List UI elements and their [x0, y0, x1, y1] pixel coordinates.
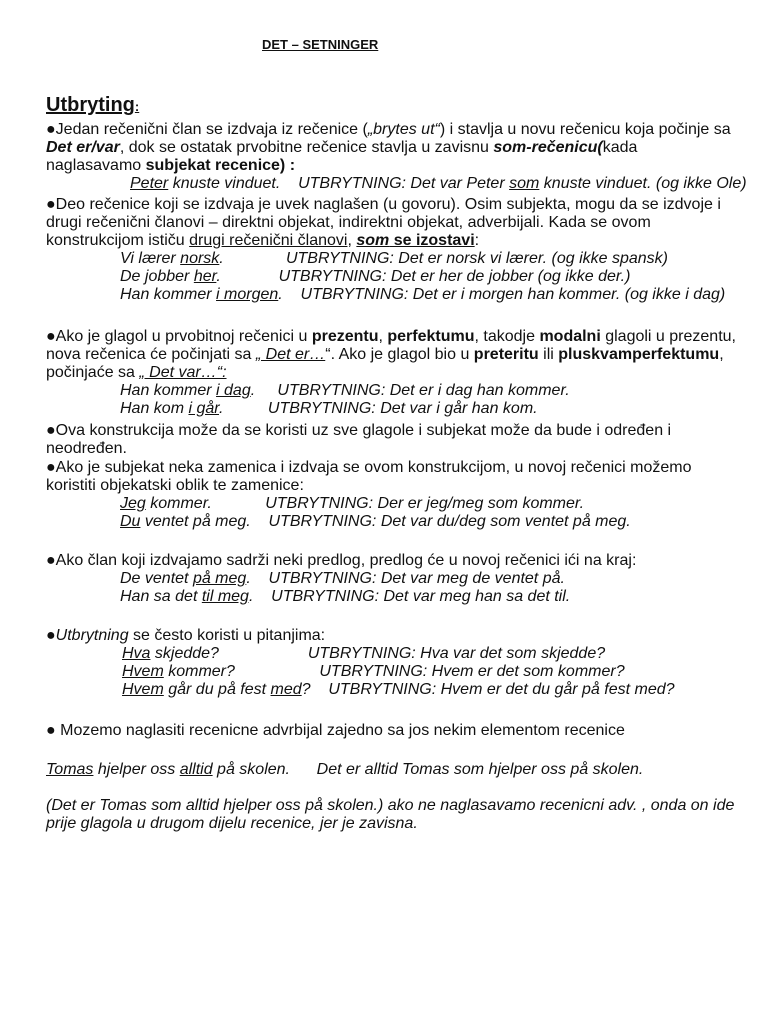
example-line: Han sa det til meg. UTBRYTNING: Det var meg han sa det til. [120, 588, 571, 605]
example-line: Han kommer i dag. UTBRYTNING: Det er i dag han kommer. [120, 382, 570, 399]
paragraph-3-text: ●Ako je glagol u prvobitnoj rečenici u prezentu, perfektumu, takodje modalni glagoli u prezentu, nova rečenica će počinjati sa „ Det er…“. Ako je glagol bio u preteritu ili pluskvamperfektumu, počinjaće sa „ Det var…“: [46, 328, 736, 381]
paragraph-5 [46, 459, 736, 531]
paragraph-9: Tomas hjelper oss alltid på skolen. Det er alltid Tomas som hjelper oss på skolen. [46, 761, 644, 778]
document-title: DET – SETNINGER [262, 37, 379, 52]
example-line: Vi lærer norsk. UTBRYTNING: Det er norsk vi lærer. (og ikke spansk) [120, 250, 668, 267]
paragraph-2 [46, 196, 736, 304]
example-line: Han kommer i morgen. UTBRYTNING: Det er i morgen han kommer. (og ikke i dag) [120, 286, 726, 303]
example-line: De ventet på meg. UTBRYTNING: Det var meg de ventet på. [120, 570, 565, 587]
example-line: Han kom i går. UTBRYTNING: Det var i går han kom. [120, 400, 538, 417]
paragraph-7-text: ●Utbrytning se često koristi u pitanjima: [46, 627, 326, 644]
example-line: Hvem går du på fest med? UTBRYTNING: Hvem er det du går på fest med? [122, 681, 675, 698]
paragraph-3 [46, 328, 736, 418]
paragraph-5-text: ●Ako je subjekat neka zamenica i izdvaja se ovom konstrukcijom, u novoj rečenici možemo koristiti objekatski oblik te zamenice: [46, 459, 692, 494]
paragraph-4: ●Ova konstrukcija može da se koristi uz sve glagole i subjekat može da bude i određen i neodređen. [46, 422, 672, 457]
paragraph-1-text: ●Jedan rečenični član se izdvaja iz rečenice („brytes ut“) i stavlja u novu rečenicu koja počinje sa Det er/var, dok se ostatak prvobitne rečenice stavlja u zavisnu som-rečenicu(kada naglasavamo subjekat recenice) : [46, 121, 731, 174]
paragraph-1 [46, 121, 747, 193]
example-line: Hva skjedde? UTBRYTNING: Hva var det som skjedde? [122, 645, 606, 662]
example-line: Hvem kommer? UTBRYTNING: Hvem er det som kommer? [122, 663, 625, 680]
example-line: Peter knuste vinduet. UTBRYTNING: Det var Peter som knuste vinduet. (og ikke Ole) [130, 175, 747, 192]
paragraph-7 [46, 627, 736, 699]
paragraph-10: (Det er Tomas som alltid hjelper oss på skolen.) ako ne naglasavamo recenicni adv. , onda on ide prije glagola u drugom dijelu recenice, jer je zavisna. [46, 797, 735, 832]
example-line: Du ventet på meg. UTBRYTNING: Det var du/deg som ventet på meg. [120, 513, 631, 530]
example-line: De jobber her. UTBRYTNING: Det er her de jobber (og ikke der.) [120, 268, 631, 285]
heading-text: Utbryting [46, 94, 135, 116]
example-line: Jeg kommer. UTBRYTNING: Der er jeg/meg som kommer. [120, 495, 585, 512]
paragraph-6 [46, 552, 736, 606]
paragraph-2-text: ●Deo rečenice koji se izdvaja je uvek naglašen (u govoru). Osim subjekta, mogu da se izdvoje i drugi rečenični članovi – direktni objekat, indirektni objekat, adverbijali. Kada se ovom konstrukcijom ističu drugi rečenični članovi, som se izostavi: [46, 196, 721, 249]
paragraph-8: ● Mozemo naglasiti recenicne advrbijal zajedno sa jos nekim elementom recenice [46, 722, 625, 739]
section-heading [46, 94, 139, 117]
paragraph-6-text: ●Ako član koji izdvajamo sadrži neki predlog, predlog će u novoj rečenici ići na kraj: [46, 552, 637, 569]
heading-colon: : [134, 99, 140, 114]
